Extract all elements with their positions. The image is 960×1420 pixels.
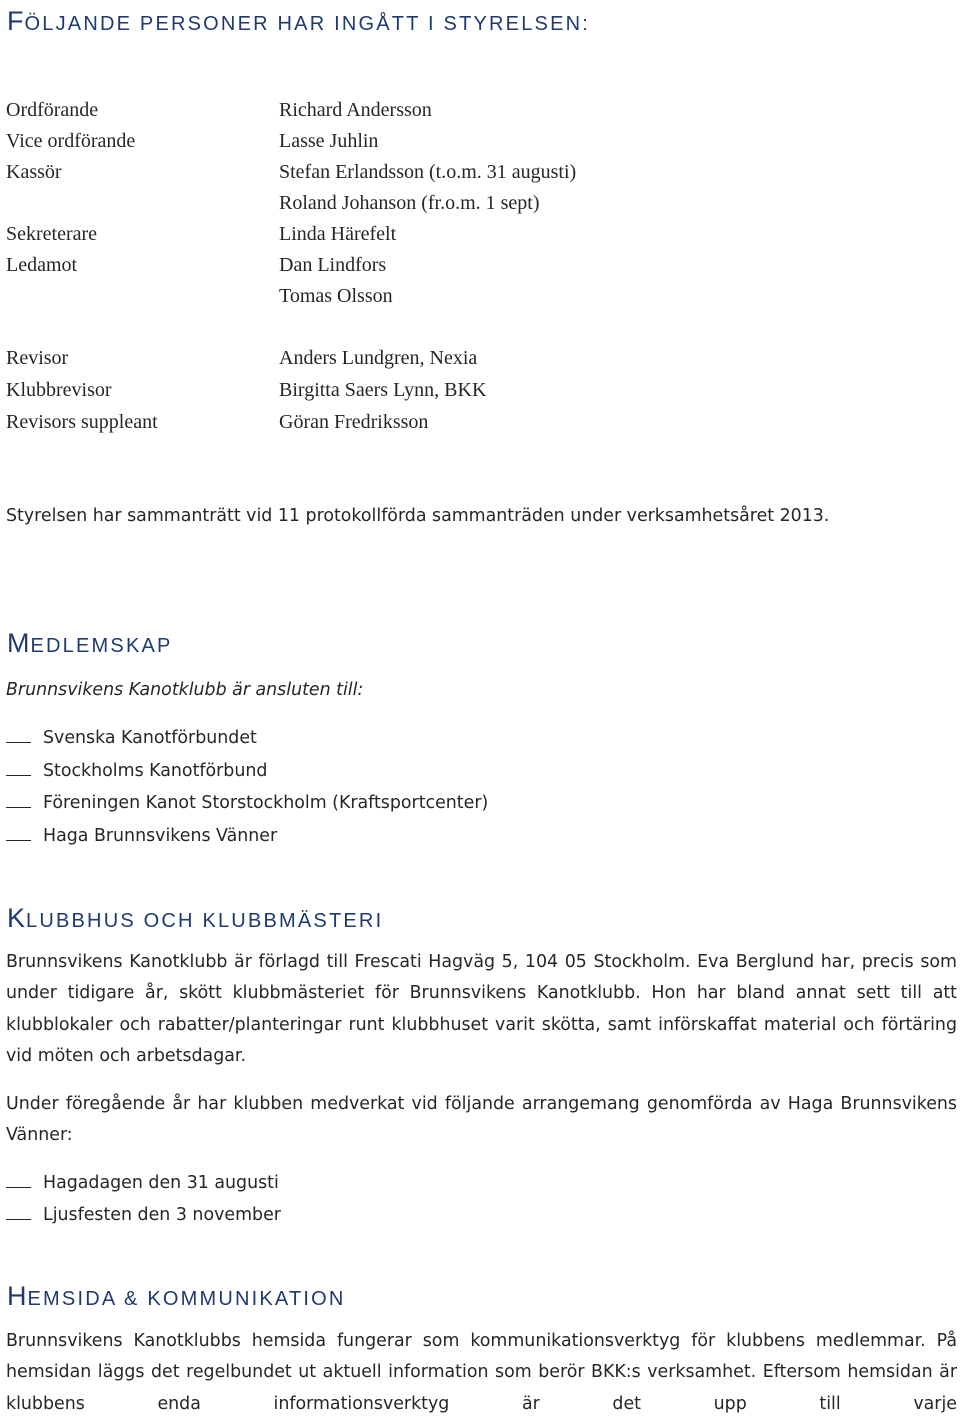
board-role: Kassör [6, 161, 62, 183]
membership-heading-rest: EDLEMSKAP [30, 635, 173, 657]
membership-item: Föreningen Kanot Storstockholm (Kraftsportcenter) [43, 793, 489, 813]
membership-heading-initial: M [7, 628, 31, 658]
clubhouse-heading-rest: LUBBHUS OCH KLUBBMÄSTERI [26, 910, 384, 932]
website-heading-initial: H [7, 1281, 28, 1311]
auditor-name: Anders Lundgren, Nexia [279, 347, 478, 369]
board-name: Dan Lindfors [279, 254, 387, 276]
board-name: Linda Härefelt [279, 223, 397, 245]
board-role: Sekreterare [6, 223, 98, 245]
auditor-role: Revisor [6, 347, 69, 369]
meetings-text: Styrelsen har sammanträtt vid 11 protokollförda sammanträden under verksamhetsåret 2013. [6, 506, 830, 526]
dash-bullet [6, 775, 31, 776]
event-item: Ljusfesten den 3 november [43, 1205, 281, 1225]
membership-item: Stockholms Kanotförbund [43, 761, 268, 781]
board-role: Ledamot [6, 254, 78, 276]
clubhouse-heading-initial: K [7, 903, 27, 933]
auditor-name: Göran Fredriksson [279, 411, 429, 433]
membership-intro: Brunnsvikens Kanotklubb är ansluten till: [6, 680, 364, 700]
board-role: Vice ordförande [6, 130, 136, 152]
arrangements-paragraph: Under föregående år har klubben medverkat vid följande arrangemang genomförda av Haga Brunnsvikens Vänner: [6, 1094, 957, 1146]
dash-bullet [6, 807, 31, 808]
clubhouse-paragraph: Brunnsvikens Kanotklubb är förlagd till Frescati Hagväg 5, 104 05 Stockholm. Eva Berglund har, precis som under tidigare år, skött klubbmästeriet för Brunnsvikens Kanotklubb. Hon har bland annat sett till att klubblokaler och rabatter/planteringar runt klubbhuset varit skötta, samt införskaffat material och förtäring vid möten och arbetsdagar. [6, 952, 957, 1066]
website-paragraph: Brunnsvikens Kanotklubbs hemsida fungerar som kommunikationsverktyg för klubbens medlemmar. På hemsidan läggs det regelbundet ut aktuell information som berör BKK:s verksamhet. Eftersom hemsidan är klubbens enda informationsverktyg är det upp till varje [6, 1331, 957, 1414]
clubhouse-heading [7, 903, 383, 934]
board-heading-rest: ÖLJANDE PERSONER HAR INGÅTT I STYRELSEN: [24, 13, 591, 35]
membership-item: Svenska Kanotförbundet [43, 728, 257, 748]
board-role: Ordförande [6, 99, 99, 121]
dash-bullet [6, 1219, 31, 1220]
dash-bullet [6, 742, 31, 743]
board-name: Roland Johanson (fr.o.m. 1 sept) [279, 192, 540, 214]
dash-bullet [6, 840, 31, 841]
website-heading-rest: EMSIDA & KOMMUNIKATION [27, 1288, 346, 1310]
board-name: Lasse Juhlin [279, 130, 379, 152]
website-heading [7, 1281, 346, 1312]
membership-item: Haga Brunnsvikens Vänner [43, 826, 278, 846]
auditor-role: Klubbrevisor [6, 379, 112, 401]
board-heading-initial: F [7, 6, 25, 36]
membership-heading [7, 628, 173, 659]
board-name: Richard Andersson [279, 99, 432, 121]
dash-bullet [6, 1187, 31, 1188]
board-heading [7, 6, 590, 37]
auditor-role: Revisors suppleant [6, 411, 158, 433]
board-name: Tomas Olsson [279, 285, 393, 307]
auditor-name: Birgitta Saers Lynn, BKK [279, 379, 487, 401]
event-item: Hagadagen den 31 augusti [43, 1173, 279, 1193]
board-name: Stefan Erlandsson (t.o.m. 31 augusti) [279, 161, 577, 183]
